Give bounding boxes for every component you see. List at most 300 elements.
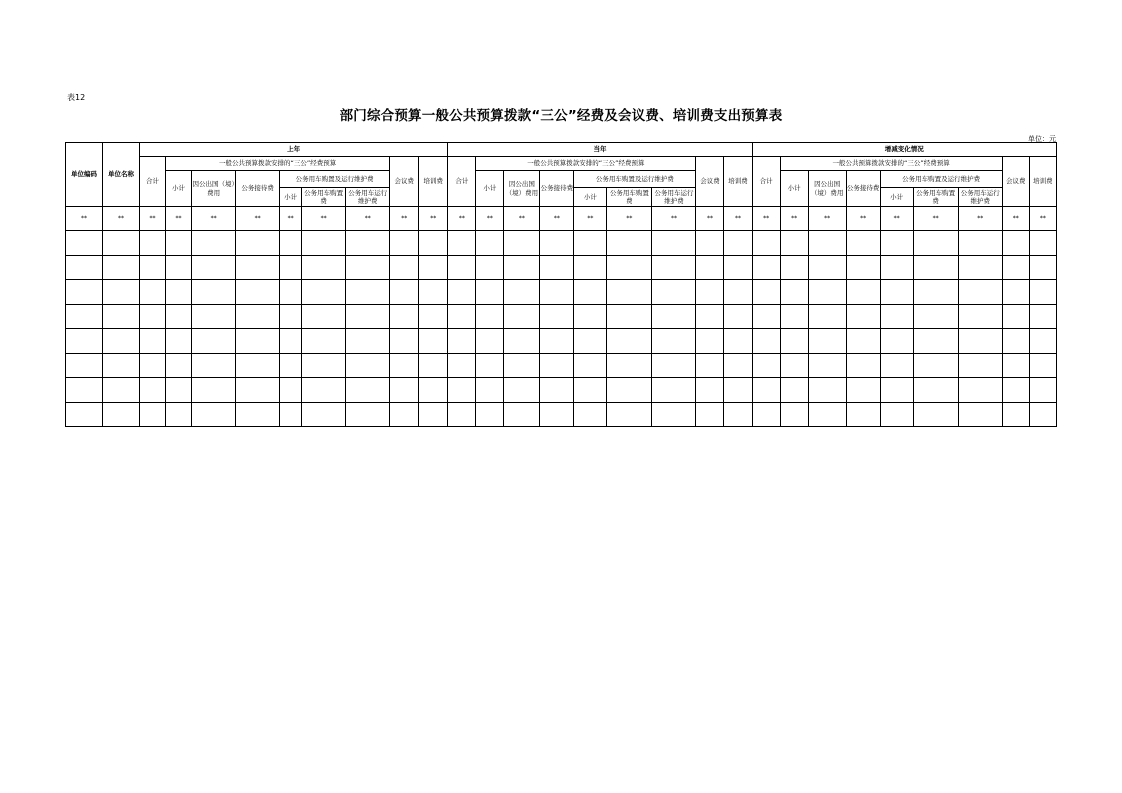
table-cell bbox=[346, 231, 390, 256]
table-cell bbox=[696, 402, 724, 427]
table-row bbox=[66, 304, 1057, 329]
table-cell bbox=[652, 329, 696, 354]
total-header: 合计 bbox=[140, 157, 166, 207]
table-cell bbox=[846, 280, 880, 305]
table-cell bbox=[302, 378, 346, 403]
table-cell bbox=[504, 353, 540, 378]
table-cell bbox=[390, 378, 419, 403]
placeholder-cell: ** bbox=[652, 207, 696, 231]
table-cell bbox=[780, 255, 808, 280]
table-cell bbox=[302, 304, 346, 329]
table-cell bbox=[540, 280, 574, 305]
table-cell bbox=[504, 402, 540, 427]
table-cell bbox=[346, 402, 390, 427]
table-cell bbox=[448, 304, 476, 329]
table-cell bbox=[808, 353, 846, 378]
table-cell bbox=[280, 329, 302, 354]
table-cell bbox=[752, 402, 780, 427]
placeholder-cell: ** bbox=[913, 207, 958, 231]
table-cell bbox=[140, 231, 166, 256]
table-cell bbox=[540, 304, 574, 329]
table-cell bbox=[1002, 329, 1029, 354]
placeholder-cell: ** bbox=[476, 207, 504, 231]
table-cell bbox=[958, 353, 1002, 378]
table-cell bbox=[724, 378, 752, 403]
vehicle-fee-header: 公务用车购置及运行维护费 bbox=[880, 171, 1002, 188]
table-cell bbox=[846, 353, 880, 378]
sangong-subtotal-header: 小计 bbox=[780, 171, 808, 207]
table-cell bbox=[540, 378, 574, 403]
table-cell bbox=[607, 255, 652, 280]
table-cell bbox=[390, 231, 419, 256]
table-cell bbox=[192, 378, 236, 403]
table-cell bbox=[346, 329, 390, 354]
table-cell bbox=[913, 353, 958, 378]
placeholder-cell: ** bbox=[752, 207, 780, 231]
table-cell bbox=[166, 304, 192, 329]
table-cell bbox=[103, 329, 140, 354]
placeholder-cell: ** bbox=[808, 207, 846, 231]
sangong-subtotal-header: 小计 bbox=[166, 171, 192, 207]
table-cell bbox=[448, 329, 476, 354]
table-cell bbox=[913, 255, 958, 280]
table-cell bbox=[419, 255, 448, 280]
table-cell bbox=[574, 255, 607, 280]
table-cell bbox=[846, 304, 880, 329]
table-cell bbox=[103, 353, 140, 378]
table-cell bbox=[236, 255, 280, 280]
table-cell bbox=[476, 402, 504, 427]
table-cell bbox=[166, 255, 192, 280]
table-cell bbox=[236, 353, 280, 378]
table-cell bbox=[724, 353, 752, 378]
placeholder-cell: ** bbox=[166, 207, 192, 231]
total-header: 合计 bbox=[448, 157, 476, 207]
table-cell bbox=[103, 231, 140, 256]
table-cell bbox=[192, 402, 236, 427]
table-cell bbox=[696, 255, 724, 280]
placeholder-cell: ** bbox=[724, 207, 752, 231]
table-cell bbox=[1029, 353, 1056, 378]
table-cell bbox=[1002, 280, 1029, 305]
vehicle-purchase-header: 公务用车购置费 bbox=[302, 188, 346, 207]
table-cell bbox=[346, 304, 390, 329]
table-cell bbox=[448, 231, 476, 256]
table-cell bbox=[302, 353, 346, 378]
total-header: 合计 bbox=[752, 157, 780, 207]
placeholder-cell: ** bbox=[1029, 207, 1056, 231]
table-cell bbox=[302, 280, 346, 305]
vehicle-operation-header: 公务用车运行维护费 bbox=[958, 188, 1002, 207]
table-cell bbox=[1002, 255, 1029, 280]
table-cell bbox=[574, 280, 607, 305]
table-cell bbox=[652, 353, 696, 378]
table-cell bbox=[780, 304, 808, 329]
table-cell bbox=[607, 402, 652, 427]
table-cell bbox=[752, 353, 780, 378]
placeholder-cell: ** bbox=[192, 207, 236, 231]
table-cell bbox=[166, 378, 192, 403]
table-cell bbox=[476, 378, 504, 403]
table-cell bbox=[752, 231, 780, 256]
table-cell bbox=[880, 304, 913, 329]
table-cell bbox=[913, 304, 958, 329]
sangong-header: 一般公共预算拨款安排的“三公”经费预算 bbox=[166, 157, 390, 171]
table-cell bbox=[808, 402, 846, 427]
table-cell bbox=[166, 231, 192, 256]
vehicle-fee-header: 公务用车购置及运行维护费 bbox=[280, 171, 390, 188]
table-cell bbox=[652, 280, 696, 305]
table-cell bbox=[66, 231, 103, 256]
training-fee-header: 培训费 bbox=[724, 157, 752, 207]
table-row bbox=[66, 353, 1057, 378]
table-cell bbox=[280, 402, 302, 427]
table-row bbox=[66, 378, 1057, 403]
table-cell bbox=[808, 231, 846, 256]
table-cell bbox=[1002, 402, 1029, 427]
abroad-fee-header: 因公出国（境）费用 bbox=[808, 171, 846, 207]
group-header: 上年 bbox=[140, 143, 448, 157]
vehicle-operation-header: 公务用车运行维护费 bbox=[652, 188, 696, 207]
vehicle-subtotal-header: 小计 bbox=[280, 188, 302, 207]
table-cell bbox=[66, 329, 103, 354]
group-header: 当年 bbox=[448, 143, 752, 157]
table-cell bbox=[880, 353, 913, 378]
table-cell bbox=[846, 378, 880, 403]
table-cell bbox=[476, 353, 504, 378]
table-cell bbox=[1002, 353, 1029, 378]
table-cell bbox=[752, 255, 780, 280]
placeholder-cell: ** bbox=[574, 207, 607, 231]
table-cell bbox=[140, 304, 166, 329]
placeholder-cell: ** bbox=[448, 207, 476, 231]
table-cell bbox=[752, 329, 780, 354]
table-cell bbox=[696, 280, 724, 305]
table-cell bbox=[1002, 304, 1029, 329]
table-cell bbox=[880, 329, 913, 354]
table-number: 表12 bbox=[67, 93, 86, 102]
table-cell bbox=[280, 255, 302, 280]
table-cell bbox=[103, 255, 140, 280]
placeholder-cell: ** bbox=[390, 207, 419, 231]
table-cell bbox=[958, 231, 1002, 256]
table-cell bbox=[696, 231, 724, 256]
table-cell bbox=[652, 402, 696, 427]
table-cell bbox=[607, 280, 652, 305]
table-cell bbox=[192, 231, 236, 256]
table-cell bbox=[419, 280, 448, 305]
table-cell bbox=[574, 329, 607, 354]
table-cell bbox=[390, 329, 419, 354]
table-cell bbox=[192, 255, 236, 280]
table-cell bbox=[958, 304, 1002, 329]
table-cell bbox=[724, 304, 752, 329]
table-cell bbox=[504, 304, 540, 329]
table-cell bbox=[419, 378, 448, 403]
table-cell bbox=[236, 402, 280, 427]
table-cell bbox=[346, 255, 390, 280]
table-cell bbox=[808, 304, 846, 329]
table-cell bbox=[780, 329, 808, 354]
table-cell bbox=[913, 329, 958, 354]
table-cell bbox=[574, 304, 607, 329]
table-cell bbox=[696, 304, 724, 329]
table-cell bbox=[302, 402, 346, 427]
table-cell bbox=[724, 329, 752, 354]
table-cell bbox=[390, 402, 419, 427]
table-cell bbox=[1029, 255, 1056, 280]
table-cell bbox=[1029, 329, 1056, 354]
table-cell bbox=[302, 255, 346, 280]
table-cell bbox=[574, 231, 607, 256]
table-cell bbox=[140, 402, 166, 427]
table-cell bbox=[192, 329, 236, 354]
table-cell bbox=[1029, 231, 1056, 256]
table-cell bbox=[752, 378, 780, 403]
table-cell bbox=[476, 329, 504, 354]
abroad-fee-header: 因公出国（境）费用 bbox=[504, 171, 540, 207]
table-cell bbox=[724, 231, 752, 256]
table-cell bbox=[419, 304, 448, 329]
sangong-header: 一般公共预算拨款安排的“三公”经费预算 bbox=[476, 157, 696, 171]
table-cell bbox=[140, 353, 166, 378]
row-header-unit-name: 单位名称 bbox=[103, 143, 140, 207]
placeholder-cell: ** bbox=[880, 207, 913, 231]
table-cell bbox=[476, 255, 504, 280]
placeholder-cell: ** bbox=[846, 207, 880, 231]
header-row bbox=[66, 157, 1057, 171]
placeholder-cell: ** bbox=[419, 207, 448, 231]
table-cell bbox=[166, 329, 192, 354]
table-cell bbox=[504, 231, 540, 256]
table-cell bbox=[390, 280, 419, 305]
placeholder-cell: ** bbox=[302, 207, 346, 231]
table-cell bbox=[448, 280, 476, 305]
table-cell bbox=[280, 280, 302, 305]
placeholder-cell: ** bbox=[780, 207, 808, 231]
sangong-subtotal-header: 小计 bbox=[476, 171, 504, 207]
table-cell bbox=[958, 329, 1002, 354]
table-cell bbox=[846, 402, 880, 427]
table-cell bbox=[103, 402, 140, 427]
table-cell bbox=[846, 231, 880, 256]
placeholder-cell: ** bbox=[1002, 207, 1029, 231]
table-cell bbox=[192, 304, 236, 329]
table-cell bbox=[607, 353, 652, 378]
table-cell bbox=[448, 353, 476, 378]
table-cell bbox=[958, 280, 1002, 305]
placeholder-cell: ** bbox=[607, 207, 652, 231]
table-cell bbox=[846, 329, 880, 354]
table-cell bbox=[780, 280, 808, 305]
table-cell bbox=[607, 329, 652, 354]
table-cell bbox=[390, 304, 419, 329]
placeholder-cell: ** bbox=[66, 207, 103, 231]
table-cell bbox=[696, 378, 724, 403]
table-cell bbox=[419, 329, 448, 354]
reception-fee-header: 公务接待费 bbox=[236, 171, 280, 207]
table-cell bbox=[103, 280, 140, 305]
table-cell bbox=[607, 231, 652, 256]
table-row bbox=[66, 402, 1057, 427]
table-cell bbox=[302, 231, 346, 256]
reception-fee-header: 公务接待费 bbox=[540, 171, 574, 207]
table-cell bbox=[66, 402, 103, 427]
placeholder-cell: ** bbox=[696, 207, 724, 231]
table-cell bbox=[280, 378, 302, 403]
table-cell bbox=[140, 329, 166, 354]
table-cell bbox=[103, 378, 140, 403]
table-cell bbox=[66, 255, 103, 280]
header-row bbox=[66, 143, 1057, 157]
table-cell bbox=[1029, 304, 1056, 329]
table-cell bbox=[504, 329, 540, 354]
vehicle-purchase-header: 公务用车购置费 bbox=[913, 188, 958, 207]
table-cell bbox=[846, 255, 880, 280]
table-cell bbox=[652, 231, 696, 256]
table-cell bbox=[66, 280, 103, 305]
reception-fee-header: 公务接待费 bbox=[846, 171, 880, 207]
table-cell bbox=[236, 231, 280, 256]
vehicle-operation-header: 公务用车运行维护费 bbox=[346, 188, 390, 207]
table-cell bbox=[808, 329, 846, 354]
meeting-fee-header: 会议费 bbox=[1002, 157, 1029, 207]
table-cell bbox=[696, 329, 724, 354]
vehicle-fee-header: 公务用车购置及运行维护费 bbox=[574, 171, 696, 188]
table-cell bbox=[236, 378, 280, 403]
meeting-fee-header: 会议费 bbox=[390, 157, 419, 207]
table-cell bbox=[780, 378, 808, 403]
table-cell bbox=[66, 378, 103, 403]
group-header: 增减变化情况 bbox=[752, 143, 1056, 157]
table-cell bbox=[346, 353, 390, 378]
table-row bbox=[66, 329, 1057, 354]
table-cell bbox=[140, 280, 166, 305]
table-cell bbox=[1029, 280, 1056, 305]
meeting-fee-header: 会议费 bbox=[696, 157, 724, 207]
table-cell bbox=[346, 280, 390, 305]
table-cell bbox=[448, 255, 476, 280]
table-cell bbox=[103, 304, 140, 329]
vehicle-subtotal-header: 小计 bbox=[574, 188, 607, 207]
abroad-fee-header: 因公出国（境）费用 bbox=[192, 171, 236, 207]
table-cell bbox=[448, 402, 476, 427]
table-cell bbox=[192, 353, 236, 378]
placeholder-cell: ** bbox=[504, 207, 540, 231]
table-cell bbox=[880, 231, 913, 256]
placeholder-cell: ** bbox=[140, 207, 166, 231]
budget-table bbox=[65, 142, 1057, 427]
table-cell bbox=[540, 402, 574, 427]
table-cell bbox=[166, 280, 192, 305]
table-cell bbox=[1029, 378, 1056, 403]
table-cell bbox=[66, 353, 103, 378]
table-cell bbox=[166, 353, 192, 378]
table-cell bbox=[780, 353, 808, 378]
table-cell bbox=[1002, 378, 1029, 403]
table-cell bbox=[913, 402, 958, 427]
table-cell bbox=[280, 353, 302, 378]
table-cell bbox=[652, 304, 696, 329]
training-fee-header: 培训费 bbox=[1029, 157, 1056, 207]
placeholder-cell: ** bbox=[103, 207, 140, 231]
table-cell bbox=[958, 402, 1002, 427]
table-cell bbox=[574, 353, 607, 378]
table-cell bbox=[880, 402, 913, 427]
table-cell bbox=[696, 353, 724, 378]
table-cell bbox=[476, 304, 504, 329]
table-cell bbox=[752, 304, 780, 329]
training-fee-header: 培训费 bbox=[419, 157, 448, 207]
header-row bbox=[66, 207, 1057, 231]
table-cell bbox=[346, 378, 390, 403]
table-cell bbox=[780, 231, 808, 256]
table-cell bbox=[280, 304, 302, 329]
table-cell bbox=[958, 378, 1002, 403]
table-cell bbox=[66, 304, 103, 329]
table-cell bbox=[540, 329, 574, 354]
table-cell bbox=[1002, 231, 1029, 256]
placeholder-cell: ** bbox=[540, 207, 574, 231]
page-title: 部门综合预算一般公共预算拨款“三公”经费及会议费、培训费支出预算表 bbox=[339, 108, 783, 124]
table-row bbox=[66, 280, 1057, 305]
table-cell bbox=[476, 231, 504, 256]
table-cell bbox=[476, 280, 504, 305]
table-cell bbox=[540, 255, 574, 280]
sangong-header: 一般公共预算拨款安排的“三公”经费预算 bbox=[780, 157, 1002, 171]
table-cell bbox=[236, 280, 280, 305]
placeholder-cell: ** bbox=[236, 207, 280, 231]
placeholder-cell: ** bbox=[346, 207, 390, 231]
table-cell bbox=[280, 231, 302, 256]
placeholder-cell: ** bbox=[958, 207, 1002, 231]
table-cell bbox=[913, 231, 958, 256]
table-cell bbox=[540, 231, 574, 256]
table-cell bbox=[574, 402, 607, 427]
table-cell bbox=[504, 280, 540, 305]
table-cell bbox=[419, 353, 448, 378]
vehicle-subtotal-header: 小计 bbox=[880, 188, 913, 207]
table-cell bbox=[390, 353, 419, 378]
table-cell bbox=[808, 280, 846, 305]
table-cell bbox=[236, 304, 280, 329]
table-cell bbox=[607, 378, 652, 403]
table-cell bbox=[752, 280, 780, 305]
table-row bbox=[66, 231, 1057, 256]
table-cell bbox=[880, 378, 913, 403]
table-cell bbox=[236, 329, 280, 354]
table-cell bbox=[504, 378, 540, 403]
table-cell bbox=[540, 353, 574, 378]
table-cell bbox=[880, 280, 913, 305]
table-cell bbox=[958, 255, 1002, 280]
table-cell bbox=[419, 402, 448, 427]
table-cell bbox=[504, 255, 540, 280]
unit-label: 单位：元 bbox=[1028, 135, 1056, 143]
table-cell bbox=[390, 255, 419, 280]
table-cell bbox=[780, 402, 808, 427]
table-cell bbox=[652, 255, 696, 280]
table-cell bbox=[419, 231, 448, 256]
header-row bbox=[66, 171, 1057, 188]
table-cell bbox=[880, 255, 913, 280]
table-cell bbox=[652, 378, 696, 403]
row-header-unit-code: 单位编码 bbox=[66, 143, 103, 207]
table-cell bbox=[192, 280, 236, 305]
table-cell bbox=[724, 402, 752, 427]
table-cell bbox=[140, 255, 166, 280]
table-cell bbox=[140, 378, 166, 403]
